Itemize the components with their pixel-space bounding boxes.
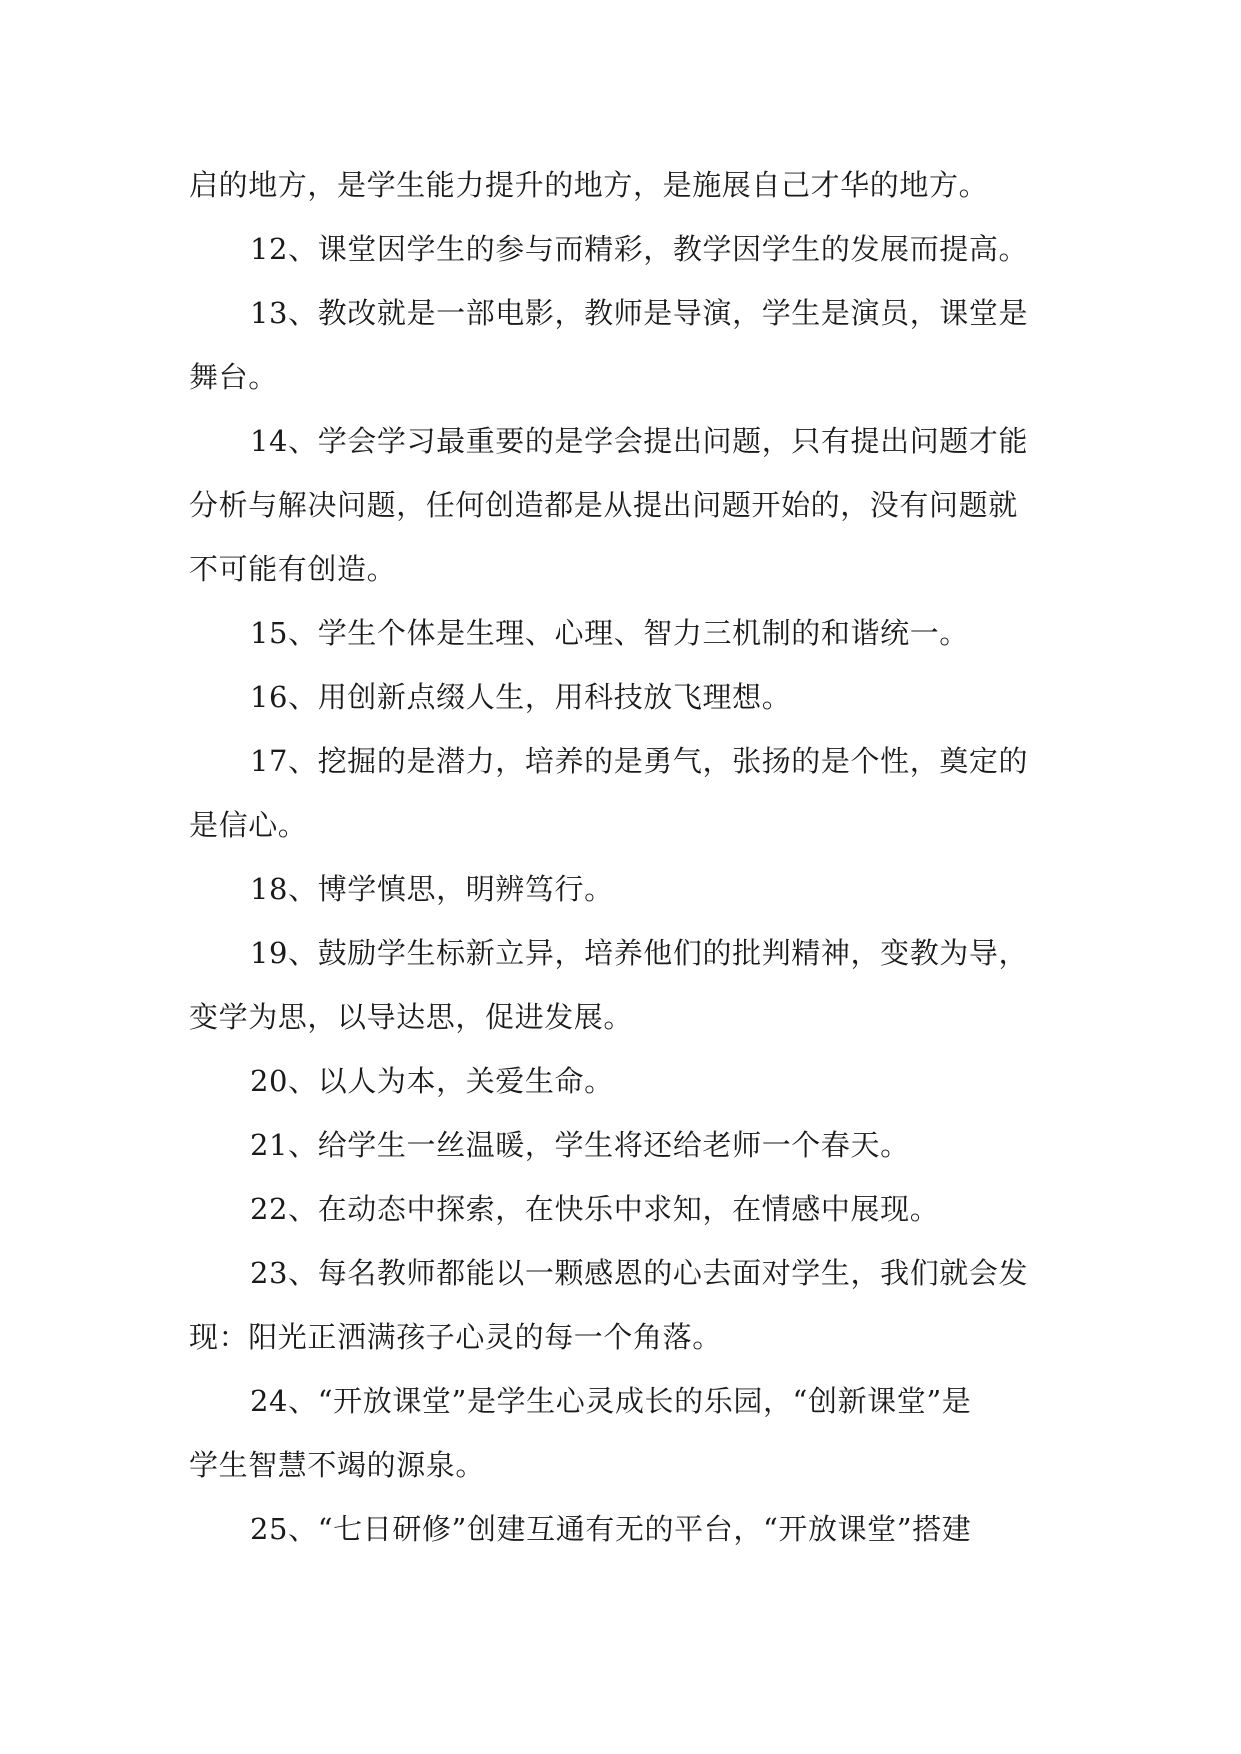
- text-line: 是信心。: [189, 808, 308, 842]
- text-line: 18、博学慎思，明辨笃行。: [250, 872, 614, 906]
- text-line: 19、鼓励学生标新立异，培养他们的批判精神，变教为导，: [250, 936, 1029, 970]
- text-line: 15、学生个体是生理、心理、智力三机制的和谐统一。: [250, 616, 969, 650]
- text-line: 16、用创新点缀人生，用科技放飞理想。: [250, 680, 792, 714]
- text-line: 21、给学生一丝温暖，学生将还给老师一个春天。: [250, 1128, 910, 1162]
- text-line: 现：阳光正洒满孩子心灵的每一个角落。: [189, 1320, 722, 1354]
- text-line: 25、“七日研修”创建互通有无的平台，“开放课堂”搭建: [250, 1512, 972, 1546]
- text-line: 启的地方，是学生能力提升的地方，是施展自己才华的地方。: [189, 168, 989, 202]
- text-line: 12、课堂因学生的参与而精彩，教学因学生的发展而提高。: [250, 232, 1029, 266]
- text-line: 22、在动态中探索，在快乐中求知，在情感中展现。: [250, 1192, 940, 1226]
- text-line: 分析与解决问题，任何创造都是从提出问题开始的，没有问题就: [189, 488, 1018, 522]
- text-line: 不可能有创造。: [189, 552, 397, 586]
- text-line: 13、教改就是一部电影，教师是导演，学生是演员，课堂是: [250, 296, 1029, 330]
- text-line: 20、以人为本，关爱生命。: [250, 1064, 614, 1098]
- text-line: 24、“开放课堂”是学生心灵成长的乐园，“创新课堂”是: [250, 1384, 972, 1418]
- text-line: 学生智慧不竭的源泉。: [189, 1448, 486, 1482]
- text-line: 17、挖掘的是潜力，培养的是勇气，张扬的是个性，奠定的: [250, 744, 1029, 778]
- text-line: 14、学会学习最重要的是学会提出问题，只有提出问题才能: [250, 424, 1029, 458]
- text-line: 变学为思，以导达思，促进发展。: [189, 1000, 634, 1034]
- text-line: 23、每名教师都能以一颗感恩的心去面对学生，我们就会发: [250, 1256, 1029, 1290]
- text-line: 舞台。: [189, 360, 278, 394]
